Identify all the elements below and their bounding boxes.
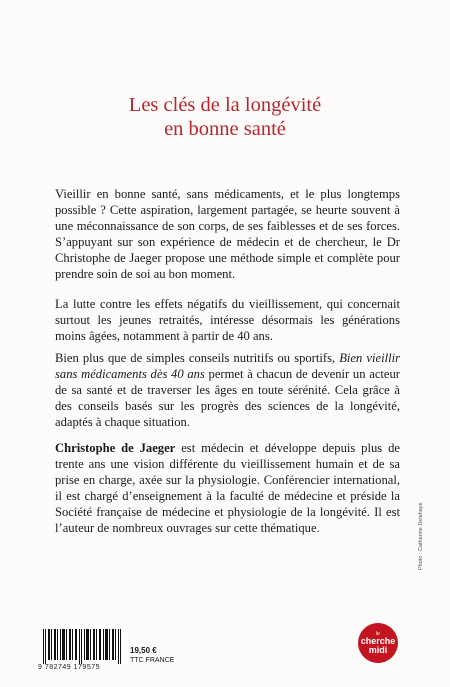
back-cover-title (0, 93, 450, 141)
blurb-paragraph-1: Vieillir en bonne santé, sans médicaments, et le plus longtemps possible ? Cette aspiration, largement partagée, se heurte souvent à une méconnaissance de son corps, de ses faiblesses et de ses forces. S’appuyant sur son expérience de médecin et de chercheur, le Dr Christophe de Jaeger propose une méthode simple et complète pour prendre soin de soi au bon moment. (55, 187, 400, 282)
title-line-1: Les clés de la longévité (128, 94, 322, 116)
title-line-2: en bonne santé (164, 118, 286, 140)
blurb-paragraph-3 (55, 350, 400, 430)
publisher-logo-word1: cherche (360, 636, 396, 646)
publisher-logo-le: le (376, 631, 380, 637)
book-title-italic: Bien vieillir sans médicaments dès 40 ans (55, 351, 400, 382)
isbn-number: 9 782749 179575 (38, 664, 100, 671)
blurb-paragraph-2: La lutte contre les effets négatifs du vieillissement, qui concernait surtout les jeunes retraités, intéresse désormais les générations moins âgées, notamment à partir de 40 ans. (55, 297, 400, 344)
p3-text-before: Bien plus que de simples conseils nutritifs ou sportifs, (55, 351, 340, 365)
author-name: Christophe de Jaeger (55, 441, 176, 455)
price-note: TTC FRANCE (130, 657, 175, 664)
publisher-logo-word2: midi (368, 645, 388, 655)
photo-credit: Photo : Catherine Delahaye (418, 502, 424, 570)
barcode-icon (43, 629, 123, 664)
price: 19,50 € (130, 646, 157, 655)
publisher-logo (358, 623, 398, 663)
author-bio-text: est médecin et développe depuis plus de trente ans une vision différente du vieillissement humain et de sa prise en charge, axée sur la physiologie. Conférencier international, il est chargé d’enseignement à la faculté de médecine et préside la Société française de médecine et physiologie de la longévité. Il est l’auteur de nombreux ouvrages sur cette thématique. (55, 441, 400, 536)
author-bio (55, 440, 400, 537)
p3-text-after: permet à chacun de devenir un acteur de sa santé et de traverser les âges en toute sérénité. Cela grâce à des conseils basés sur les progrès des sciences de la longévité, adaptés à chaque situation. (55, 367, 400, 430)
